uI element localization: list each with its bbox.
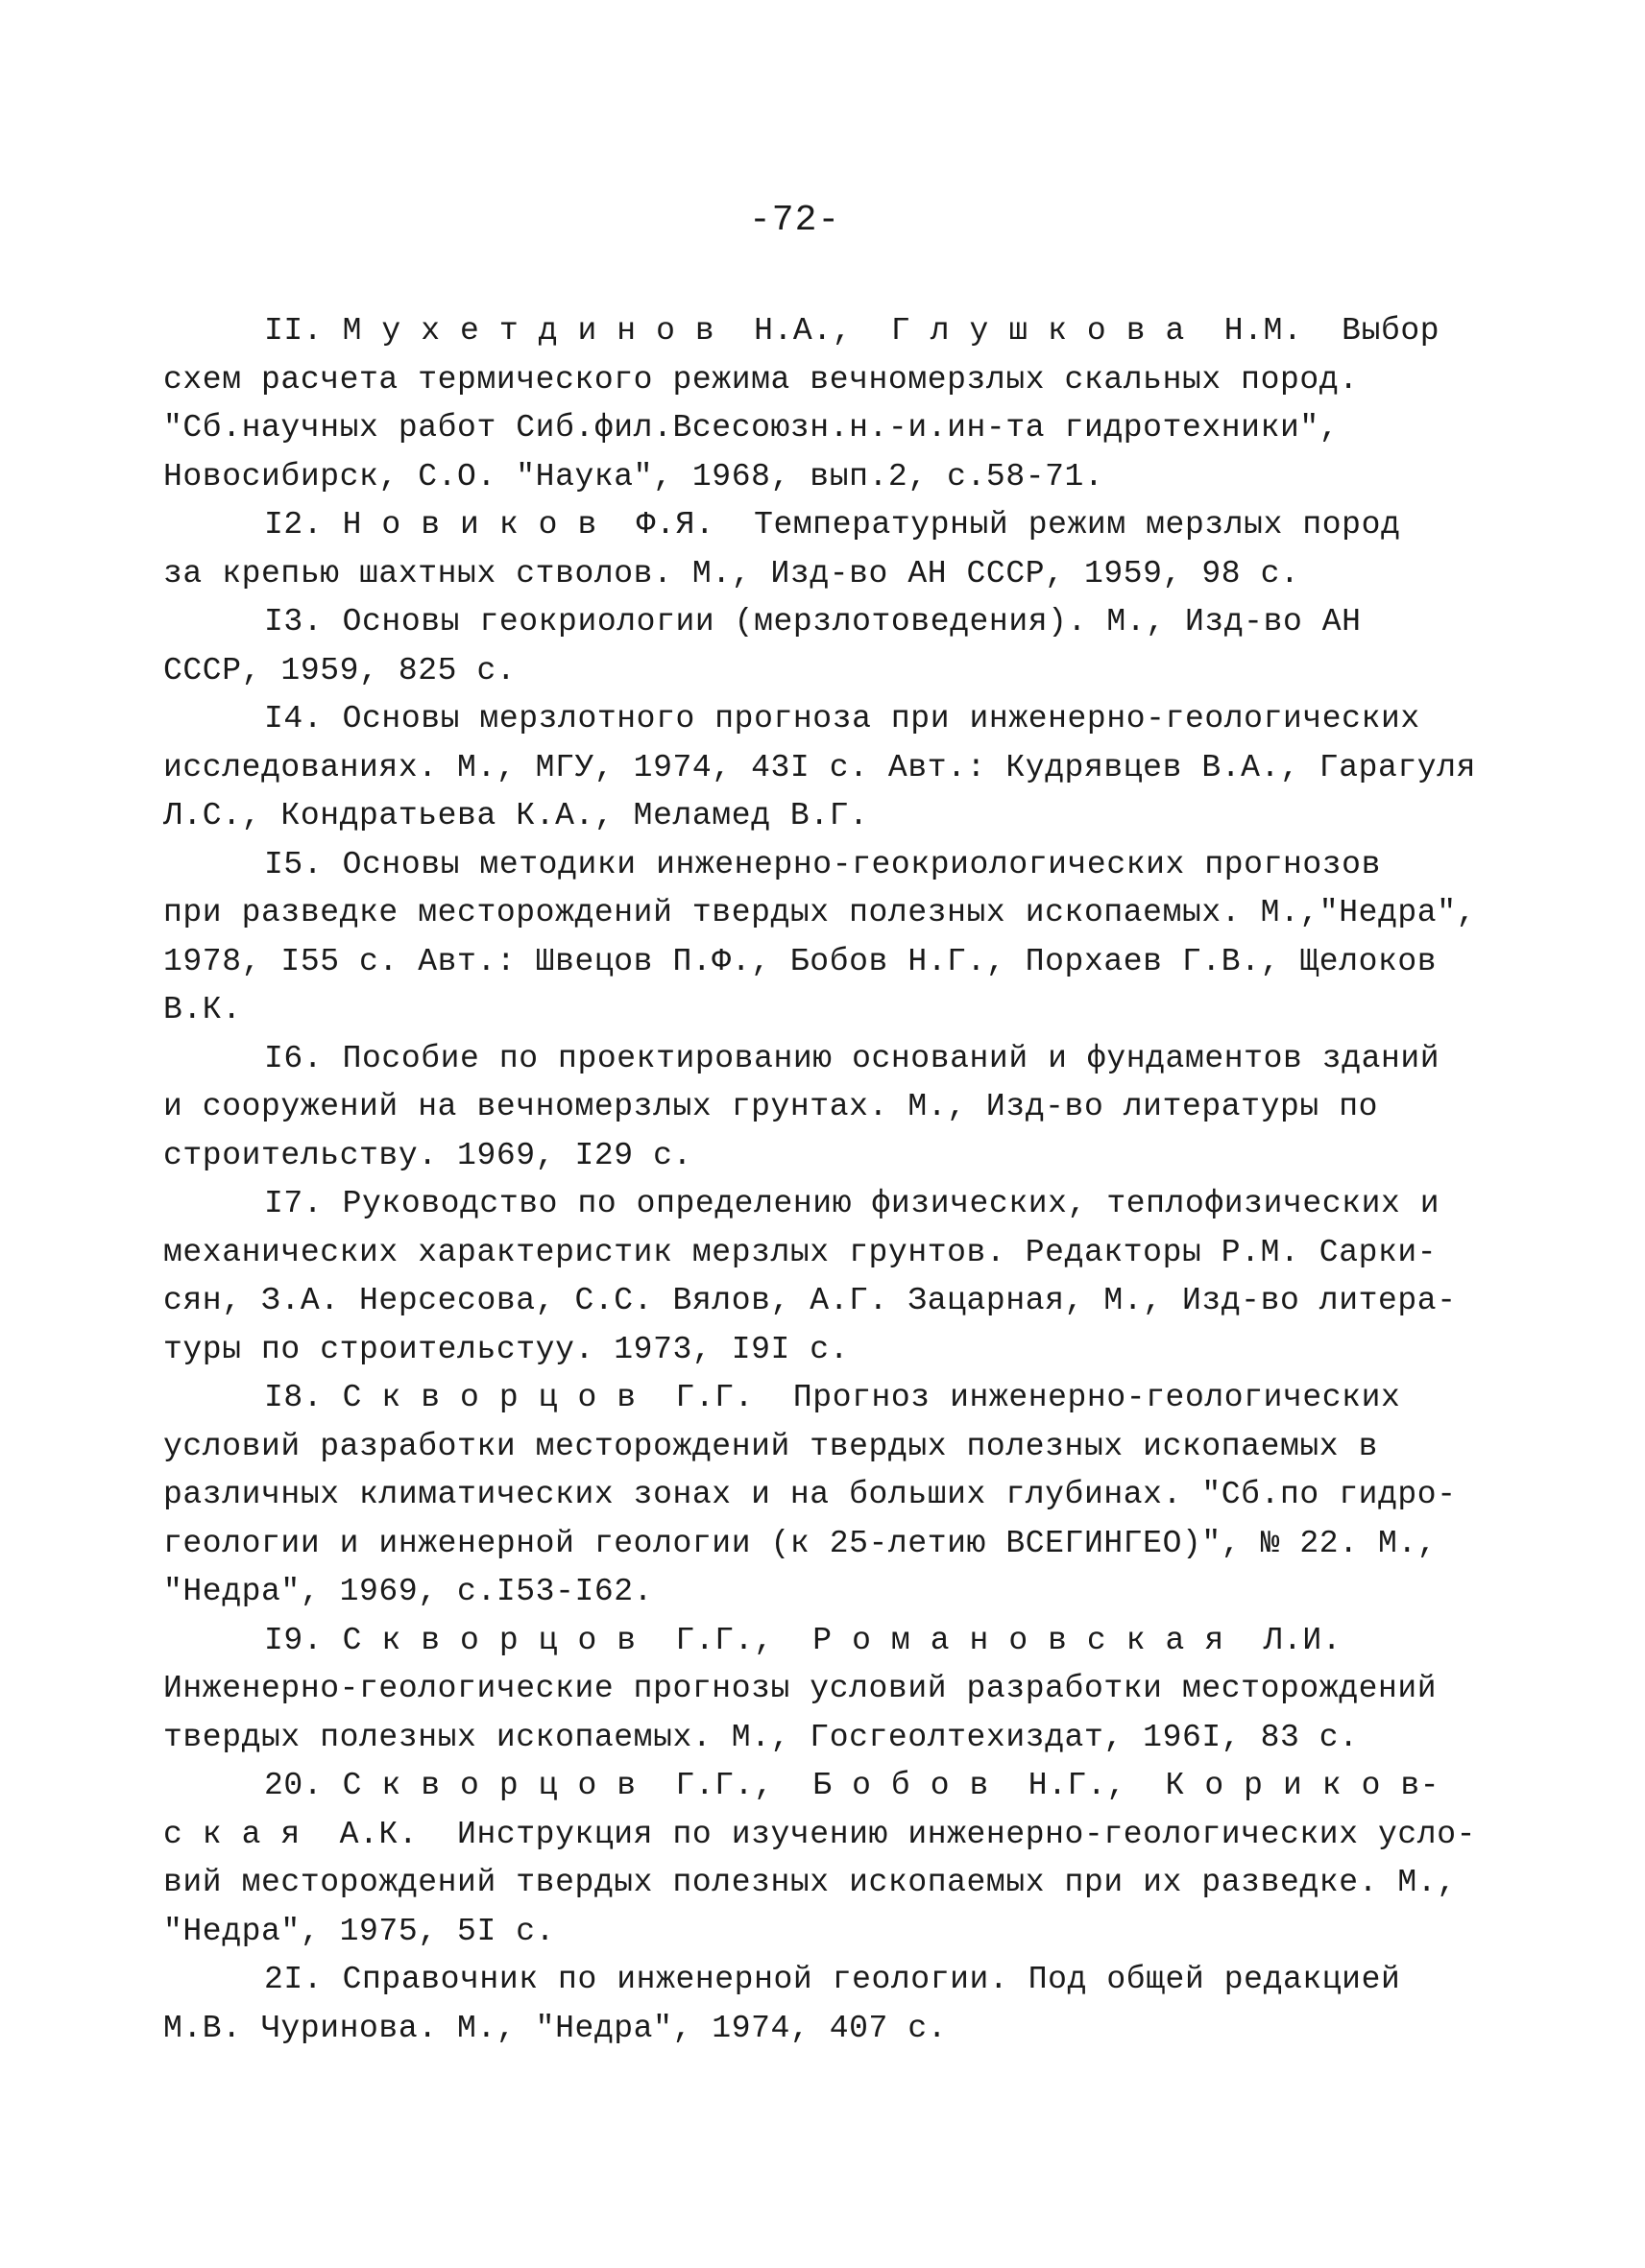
ref-19-line-1: I9. С к в о р ц о в Г.Г., Р о м а н о в с к а я Л.И.: [264, 1622, 1343, 1658]
ref-20-line-3: вий месторождений твердых полезных ископаемых при их разведке. М.,: [163, 1865, 1457, 1900]
ref-15-line-1: I5. Основы методики инженерно-геокриологических прогнозов: [264, 846, 1381, 882]
ref-20-line-1: 20. С к в о р ц о в Г.Г., Б о б о в Н.Г., К о р и к о в-: [264, 1768, 1440, 1803]
ref-19-line-2: Инженерно-геологические прогнозы условий разработки месторождений: [163, 1671, 1438, 1706]
ref-20-line-4: "Недра", 1975, 5I с.: [163, 1913, 556, 1949]
ref-15-line-2: при разведке месторождений твердых полезных ископаемых. М.,"Недра",: [163, 895, 1477, 930]
ref-18-line-2: условий разработки месторождений твердых полезных ископаемых в: [163, 1428, 1378, 1464]
ref-11-line-3: "Сб.научных работ Сиб.фил.Всесоюзн.н.-и.ин-та гидротехники",: [163, 410, 1340, 446]
ref-14-line-1: I4. Основы мерзлотного прогноза при инженерно-геологических: [264, 701, 1420, 736]
ref-18-line-4: геологии и инженерной геологии (к 25-летию ВСЕГИНГЕО)", № 22. М.,: [163, 1525, 1438, 1561]
ref-15-line-4: В.К.: [163, 992, 242, 1027]
ref-14-line-2: исследованиях. М., МГУ, 1974, 43I с. Авт.: Кудрявцев В.А., Гарагуля: [163, 749, 1477, 785]
ref-11-line-4: Новосибирск, С.О. "Наука", 1968, вып.2, с.58-71.: [163, 458, 1104, 495]
ref-14-line-3: Л.С., Кондратьева К.А., Меламед В.Г.: [163, 798, 869, 833]
ref-17-line-1: I7. Руководство по определению физических, теплофизических и: [264, 1186, 1440, 1221]
ref-13-line-1: I3. Основы геокриологии (мерзлотоведения). М., Изд-во АН: [264, 604, 1362, 639]
page-number: -72-: [749, 200, 841, 241]
ref-13-line-2: СССР, 1959, 825 с.: [163, 652, 517, 688]
ref-17-line-2: механических характеристик мерзлых грунтов. Редакторы Р.М. Сарки-: [163, 1234, 1438, 1270]
ref-15-line-3: 1978, I55 с. Авт.: Швецов П.Ф., Бобов Н.Г., Порхаев Г.В., Щелоков: [163, 943, 1438, 979]
ref-16-line-2: и сооружений на вечномерзлых грунтах. М., Изд-во литературы по: [163, 1089, 1378, 1124]
ref-19-line-3: твердых полезных ископаемых. М., Госгеолтехиздат, 196I, 83 с.: [163, 1719, 1359, 1755]
ref-21-line-2: М.В. Чуринова. М., "Недра", 1974, 407 с.: [163, 2010, 948, 2046]
ref-12-line-2: за крепью шахтных стволов. М., Изд-во АН СССР, 1959, 98 с.: [163, 555, 1300, 591]
ref-11-line-2: схем расчета термического режима вечномерзлых скальных пород.: [163, 361, 1359, 398]
ref-12-line-1: I2. Н о в и к о в Ф.Я. Температурный режим мерзлых пород: [264, 507, 1401, 543]
ref-20-line-2: с к а я А.К. Инструкция по изучению инженерно-геологических усло-: [163, 1816, 1477, 1852]
ref-21-line-1: 2I. Справочник по инженерной геологии. Под общей редакцией: [264, 1962, 1401, 1997]
ref-11-line-1: II. М у х е т д и н о в Н.А., Г л у ш к о в а Н.М. Выбор: [264, 313, 1440, 349]
ref-16-line-1: I6. Пособие по проектированию оснований и фундаментов зданий: [264, 1040, 1440, 1076]
ref-18-line-5: "Недра", 1969, с.I53-I62.: [163, 1574, 654, 1609]
ref-17-line-4: туры по строительстуу. 1973, I9I с.: [163, 1331, 850, 1367]
ref-17-line-3: сян, З.А. Нерсесова, С.С. Вялов, А.Г. Зацарная, М., Изд-во литера-: [163, 1283, 1457, 1318]
reference-list: [163, 307, 1498, 2053]
ref-18-line-1: I8. С к в о р ц о в Г.Г. Прогноз инженерно-геологических: [264, 1380, 1401, 1415]
ref-16-line-3: строительству. 1969, I29 с.: [163, 1137, 692, 1173]
ref-18-line-3: различных климатических зонах и на больших глубинах. "Сб.по гидро-: [163, 1477, 1457, 1512]
